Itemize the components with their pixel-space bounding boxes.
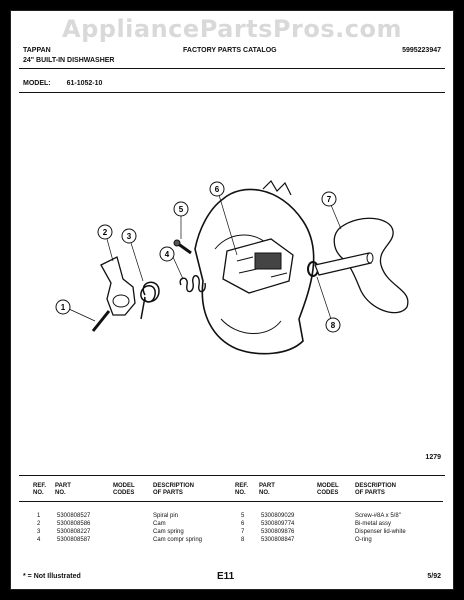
callout-label: 5 bbox=[178, 205, 184, 214]
callout-label: 2 bbox=[102, 228, 108, 237]
callout-label: 3 bbox=[126, 232, 132, 241]
col-part: PART NO. bbox=[55, 483, 71, 496]
col-desc: DESCRIPTION OF PARTS bbox=[153, 483, 195, 496]
callout-8 bbox=[326, 318, 340, 332]
table-row: 5 5300809029 Screw-#8A x 5/8" bbox=[241, 513, 401, 519]
footnote: * = Not Illustrated bbox=[23, 573, 81, 580]
table-row: 8 5300808847 O-ring bbox=[241, 537, 372, 543]
figure-code: 1279 bbox=[425, 454, 441, 461]
callout-label: 1 bbox=[60, 303, 66, 312]
col-desc-2: DESCRIPTION OF PARTS bbox=[355, 483, 397, 496]
callout-5 bbox=[174, 202, 188, 216]
col-ref-2: REF. NO. bbox=[235, 483, 249, 496]
callout-6 bbox=[210, 182, 224, 196]
callout-1 bbox=[56, 300, 70, 314]
table-top-rule bbox=[19, 475, 445, 476]
callout-label: 4 bbox=[164, 250, 170, 259]
col-model: MODEL CODES bbox=[113, 483, 135, 496]
spiral-pin-drawing bbox=[93, 311, 109, 331]
callout-3 bbox=[122, 229, 136, 243]
exploded-parts-diagram bbox=[41, 169, 441, 379]
table-row: 6 5300809774 Bi-metal assy bbox=[241, 521, 392, 527]
col-ref: REF. NO. bbox=[33, 483, 47, 496]
callout-label: 6 bbox=[214, 185, 220, 194]
model-label: MODEL: bbox=[23, 80, 51, 87]
callout-7 bbox=[322, 192, 336, 206]
table-row: 2 5300808586 Cam bbox=[37, 521, 166, 527]
model-rule bbox=[19, 92, 445, 93]
callout-label: 8 bbox=[330, 321, 336, 330]
watermark: AppliancePartsPros.com bbox=[62, 15, 402, 43]
table-row: 4 5300808587 Cam compr spring bbox=[37, 537, 203, 543]
header-rule bbox=[19, 68, 445, 69]
brand-name: TAPPAN bbox=[23, 47, 51, 54]
table-row: 1 5300808527 Spiral pin bbox=[37, 513, 179, 519]
col-part-2: PART NO. bbox=[259, 483, 275, 496]
model-number: 61-1052-10 bbox=[66, 80, 103, 87]
header-underline bbox=[19, 501, 443, 502]
revision-date: 5/92 bbox=[427, 573, 441, 580]
catalog-number: 5995223947 bbox=[402, 47, 441, 54]
product-subtitle: 24" BUILT-IN DISHWASHER bbox=[23, 57, 115, 64]
callout-label: 7 bbox=[326, 195, 332, 204]
cam-spring-drawing bbox=[141, 282, 159, 319]
callout-2 bbox=[98, 225, 112, 239]
page-number: E11 bbox=[217, 571, 235, 582]
callout-4 bbox=[160, 247, 174, 261]
catalog-page bbox=[10, 10, 454, 590]
table-row: 7 5300809876 Dispenser lid-white bbox=[241, 529, 406, 535]
model-line bbox=[23, 80, 102, 87]
col-model-2: MODEL CODES bbox=[317, 483, 339, 496]
catalog-title: FACTORY PARTS CATALOG bbox=[183, 47, 277, 54]
table-row: 3 5300808227 Cam spring bbox=[37, 529, 184, 535]
